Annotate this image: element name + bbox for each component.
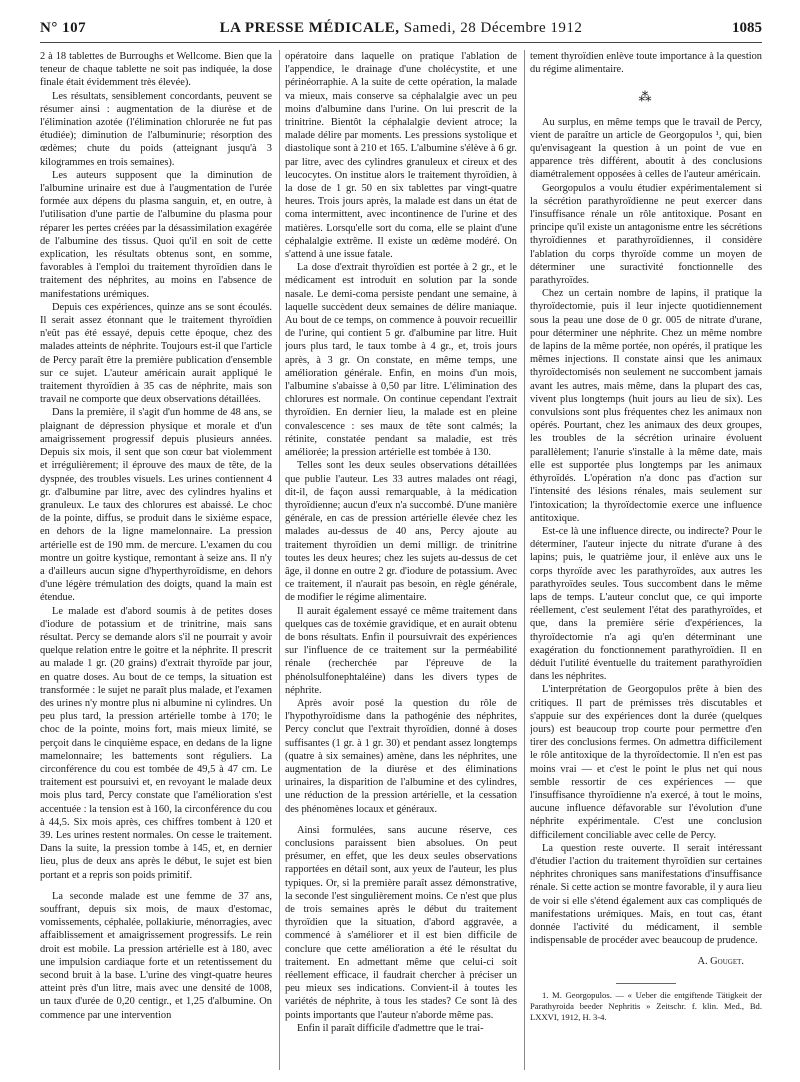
paragraph: La question reste ouverte. Il serait intéressant d'étudier l'action du traitement thyroïdien sur certaines néphrites chroniques sans manifestations d'insuffisance rénale. Si cette action se montre favorable, il y aura lieu de voir si elle s'étend également aux cas compliqués de manifestations urémiques. Mais, en tout cas, étant donnée l'activité du médicament, il semble indispensable de procéder avec beaucoup de prudence. (530, 842, 762, 947)
issue-date: Samedi, 28 Décembre 1912 (403, 20, 583, 36)
paragraph: Georgopulos a voulu étudier expérimentalement si la sécrétion parathyroïdienne ne peut exercer dans l'insuffisance rénale un rôle antitoxique. Posant en principe qu'il existe un antagonisme entre les sécrétions thyroïdiennes et parathyroïdiennes, il considère l'ablation du corps thyroïde comme un moyen de déterminer une suractivité fonctionnelle des parathyroïdes. (530, 182, 762, 287)
paragraph: Après avoir posé la question du rôle de l'hypothyroïdisme dans la pathogénie des néphrites, Percy conclut que l'extrait thyroïdien, donné à doses suffisantes (1 gr. à 1 gr. 30) et pendant assez longtemps (quatre à six semaines) amène, dans les néphrites, une augmentation de la diurèse et des éliminations urinaires, la disparition de l'albumine et des cylindres, une réduction de la pression artérielle, et la cessation des phénomènes locaux et généraux. (285, 697, 517, 815)
footnote-rule (616, 983, 676, 984)
paragraph: Chez un certain nombre de lapins, il pratique la thyroïdectomie, puis il leur injecte quotidiennement sous la peau une dose de 0 gr. 005 de nitrate d'urane, pour déterminer une néphrite. Chez un même nombre de lapins de la même portée, non opérés, il pratique les mêmes injections. Il constate ainsi que les animaux thyroïdectomisés non seulement ne succombent jamais avant les autres, mais même, dans la plupart des cas, vivent plus longtemps (huit jours au lieu de six). Les convulsions sont plus fréquentes chez les animaux non opérés. Pourtant, chez les animaux des deux groupes, les troubles de la sécrétion urinaire évoluent parallèlement; l'anurie s'installe à la même date, mais elle est supportée plus longtemps par les animaux éthyroïdés. L'opération n'a donc pas d'action sur l'intensité des lésions rénales, mais seulement sur l'intoxication; la thyroïdectomie exerce une influence antitoxique. (530, 288, 762, 524)
paragraph: L'interprétation de Georgopulos prête à bien des critiques. Il part de prémisses très discutables et s'appuie sur des expériences dont la durée (quelques jours) est beaucoup trop courte pour permettre d'en tirer des conclusions fermes. On admettra difficilement le rôle antitoxique de la thyroïdectomie. Il n'en est pas moins vrai — et c'est le point le plus net qui nous semble ressortir de ces expériences — que l'insuffisance thyroïdienne n'a exercé, à tout le moins, aucune influence défavorable sur l'évolution d'une néphrite expérimentale. C'est une conclusion difficilement conciliable avec celle de Percy. (530, 684, 762, 841)
paragraph: 2 à 18 tablettes de Burroughs et Wellcome. Bien que la teneur de chaque tablette ne soit pas indiquée, la dose finale était évidemment très élevée). (40, 51, 272, 89)
article-body (40, 50, 762, 1070)
paragraph: Le malade est d'abord soumis à de petites doses d'iodure de potassium et de trinitrine, mais sans résultat. Percy se demande alors s'il ne pourrait y avoir quelque relation entre le goitre et la néphrite. Il prescrit au malade 1 gr. (20 grains) d'extrait thyroïde par jour, en quatre doses. Au bout de ce temps, la situation est transformée : le sujet ne paraît plus malade, et l'examen des urines n'y montre plus ni albumine ni cylindres. Un peu plus tard, la pression artérielle tombe à 170; le choc de la pointe, moins fort, mais mieux limité, se perçoit dans le cinquième espace, en dedans de la ligne mamelonnaire; les battements sont réguliers. La circonférence du cou est tombée de 49,5 à 47 cm. Le traitement est poursuivi et, en revoyant le malade deux mois plus tard, Percy constate que l'amélioration s'est accentuée : la tension est à 160, la circonférence du cou à 44,5. Six mois après, ces chiffres tombent à 120 et 39. Les urines restent normales. On cesse le traitement. Dans la suite, la pression tombe à 145, et, en dernier lieu, plus de deux ans après le début, le sujet est bien portant et a repris son poids primitif. (40, 605, 272, 881)
page-number: 1085 (732, 20, 762, 36)
column-rule (279, 50, 280, 1070)
column-2 (285, 50, 517, 1070)
paragraph: tement thyroïdien enlève toute importance à la question du régime alimentaire. (530, 51, 762, 76)
paragraph: Telles sont les deux seules observations détaillées que publie l'auteur. Les 33 autres malades ont réagi, dit-il, de façon aussi remarquable, à la médication thyroïdienne; aucun d'eux n'a succombé. D'une manière générale, en cas de pression artérielle élevée chez les malades au-dessus de 40 ans, Percy ajoute au traitement thyroïdien un demi milligr. de trinitrine toutes les deux heures; chez les sujets au-dessus de cet âge, il donne en outre 2 gr. d'iodure de potassium. Avec ce traitement, il n'aurait pas besoin, en règle générale, de modifier le régime alimentaire. (285, 460, 517, 604)
column-rule (524, 50, 525, 1070)
paragraph: La dose d'extrait thyroïdien est portée à 2 gr., et le médicament est introduit en solution par la sonde nasale. Le demi-coma persiste pendant une semaine, à laquelle succèdent deux semaines de délire maniaque. Au bout de ce temps, on commence à pouvoir recueillir de l'urine, qui contient 5 gr. d'albumine par litre. Huit jours plus tard, le taux tombe à 4 gr., et, trois jours après, à 3 gr. On constate, en même temps, une amélioration générale. Enfin, en moins d'un mois, l'albumine s'abaisse à 0,50 par litre. L'élimination des chlorures est normale. On continue cependant l'extrait thyroïdien. En dernier lieu, la malade est en pleine convalescence : ses maux de tête sont calmés; la rétinite, constatée pendant sa maladie, est très améliorée; la pression artérielle est tombée à 130. (285, 262, 517, 459)
journal-name: LA PRESSE MÉDICALE, (219, 20, 400, 36)
running-header (40, 18, 762, 43)
paragraph: Il aurait également essayé ce même traitement dans quelques cas de toxémie gravidique, et en aurait obtenu de bons résultats. Enfin il poursuivrait des expériences sur l'influence de ce traitement sur la perméabilité rénale (recherchée par l'épreuve de la phénolsulfonephtaléine) dans les divers types de néphrite. (285, 605, 517, 696)
section-asterism: ⁂ (638, 89, 654, 105)
paragraph: Ainsi formulées, sans aucune réserve, ces conclusions paraissent bien absolues. On peut présumer, en effet, que les deux seules observations rapportées en détail sont, aux yeux de l'auteur, les plus typiques. Or, si la première paraît assez démonstrative, la seconde l'est singulièrement moins. Ce n'est que plus de trois semaines après le début du traitement thyroïdien que la situation, d'abord aggravée, a commencé à s'améliorer et il est bien difficile de conclure que cette amélioration a été le résultat du traitement. En admettant même que celui-ci soit réellement efficace, il faudrait chercher à préciser un peu mieux ses indications. Convient-il à toutes les variétés de néphrite, à tous les stades? Ce sont là des points importants que l'auteur n'aborde même pas. (285, 824, 517, 1021)
paragraph: Est-ce là une influence directe, ou indirecte? Pour le déterminer, l'auteur injecte du nitrate d'urane à des lapins; puis, le quatrième jour, il enlève aux uns le corps thyroïde avec les parathyroïdes, aux autres les parathyroïdes seules. Tous succombent dans le même laps de temps. L'auteur conclut que, ce qui importe réellement, c'est seulement l'état des parathyroïdes, et que, dans la première série d'expériences, la thyroïdectomie n'a agi qu'en déterminant une exagération du fonctionnement parathyroïdien. Il en déduit l'utilité éventuelle du traitement parathyroïdien dans les néphrites. (530, 525, 762, 683)
issue-number: N° 107 (40, 20, 87, 36)
paragraph: Les auteurs supposent que la diminution de l'albumine urinaire est due à l'augmentation de l'urée formée aux dépens du plasma sanguin, et, en outre, à l'utilisation d'une partie de l'albumine du plasma pour réparer les pertes créées par la désassimilation exagérée de l'albumine des tissus. Quoi qu'il en soit de cette explication, les résultats obtenus sont, en somme, favorables à l'emploi du traitement thyroïdien dans le traitement des néphrites, au moins en l'absence de manifestations urémiques. (40, 169, 272, 300)
paragraph: Enfin il paraît difficile d'admettre que le trai- (297, 1022, 484, 1034)
author-signature: A. Gouget. (697, 956, 744, 968)
paragraph: La seconde malade est une femme de 37 ans, souffrant, depuis six mois, de maux d'estomac, vomissements, céphalée, pollakiurie, ménorragies, avec affaiblissement et amaigrissement progressifs. Le rein droit est mobile. La pression artérielle est à 180, avec une impulsion cardiaque forte et un retentissement du second bruit à la base. L'urine des vingt-quatre heures atteint près d'un litre, mais avec une densité de 1008, un taux d'urée de 0,20 centigr., et 1,25 d'albumine. On commence par une intervention (40, 890, 272, 1021)
column-3 (530, 50, 762, 1070)
paragraph: opératoire dans laquelle on pratique l'ablation de l'appendice, le drainage d'une cholécystite, et une périnéorraphie. A la suite de cette opération, la malade va mieux, mais conserve sa céphalalgie avec un peu moins d'albumine dans l'urine. On lui prescrit de la trinitrine. Bientôt la céphalalgie devient atroce; la malade délire par moments. Les pressions systolique et diastolique sont à 210 et 165. L'albumine s'élève à 6 gr. par litre, avec des cylindres granuleux et cireux et des leucocytes. On institue alors le traitement thyroïdien, à la dose de 1 gr. 50 en six tablettes par vingt-quatre heures. Trois jours après, la malade est dans un état de coma intermittent, avec incontinence de l'urine et des matières. Lorsqu'elle sort du coma, elle se plaint d'une céphalalgie extrême. Il existe un œdème modéré. On s'attend à une issue fatale. (285, 51, 517, 261)
paragraph: Dans la première, il s'agit d'un homme de 48 ans, se plaignant de dépression physique et morale et d'un amaigrissement progressif depuis plusieurs années. Depuis six mois, il sent que son cœur bat violemment et irrégulièrement; il éprouve des maux de tête, de la dyspnée, des troubles visuels. Les urines contiennent 4 gr. d'albumine par litre, avec des cylindres hyalins et granuleux. Le taux des chlorures est abaissé. Le choc de la pointe, diffus, se produit dans le sixième espace, en dehors de la ligne mamelonnaire. La pression artérielle est de 190 mm. de mercure. L'examen du cou montre un goitre kystique, remontant à seize ans. Il n'y a d'ailleurs aucun signe d'hyperthyroïdisme, en dehors d'une légère trémulation des doigts, quand la main est étendue. (40, 407, 272, 604)
paragraph: Les résultats, sensiblement concordants, peuvent se résumer ainsi : augmentation de la diurèse et de l'élimination azotée (l'élimination chlorurée ne fut pas étudiée); diminution de l'albuminurie; résorption des œdèmes; chute du poids (atteignant jusqu'à 3 kilogrammes en trois semaines). (40, 90, 272, 168)
footnote: 1. M. Georgopulos. — « Ueber die entgiftende Tätigkeit der Parathyroida beeder Nephritis » Zeitschr. f. klin. Med., Bd. LXXVI, 1912, H. 3-4. (530, 989, 762, 1022)
paragraph: Au surplus, en même temps que le travail de Percy, vient de paraître un article de Georgopulos ¹, qui, bien qu'envisageant la question à un point de vue en apparence très différent, aboutit à des conclusions diamétralement opposées à celles de l'auteur américain. (530, 116, 762, 181)
column-1 (40, 50, 272, 1070)
journal-title (40, 20, 762, 37)
paragraph: Depuis ces expériences, quinze ans se sont écoulés. Il serait assez étonnant que le traitement thyroïdien n'eût pas été essayé, depuis cette époque, chez des malades atteints de néphrite. Toujours est-il que l'article de Percy paraît être la première publication d'ensemble sur ce sujet. L'auteur américain aurait appliqué le traitement thyroïdien à 35 cas de néphrite, mais son travail ne comporte que deux observations détaillées. (40, 301, 272, 406)
